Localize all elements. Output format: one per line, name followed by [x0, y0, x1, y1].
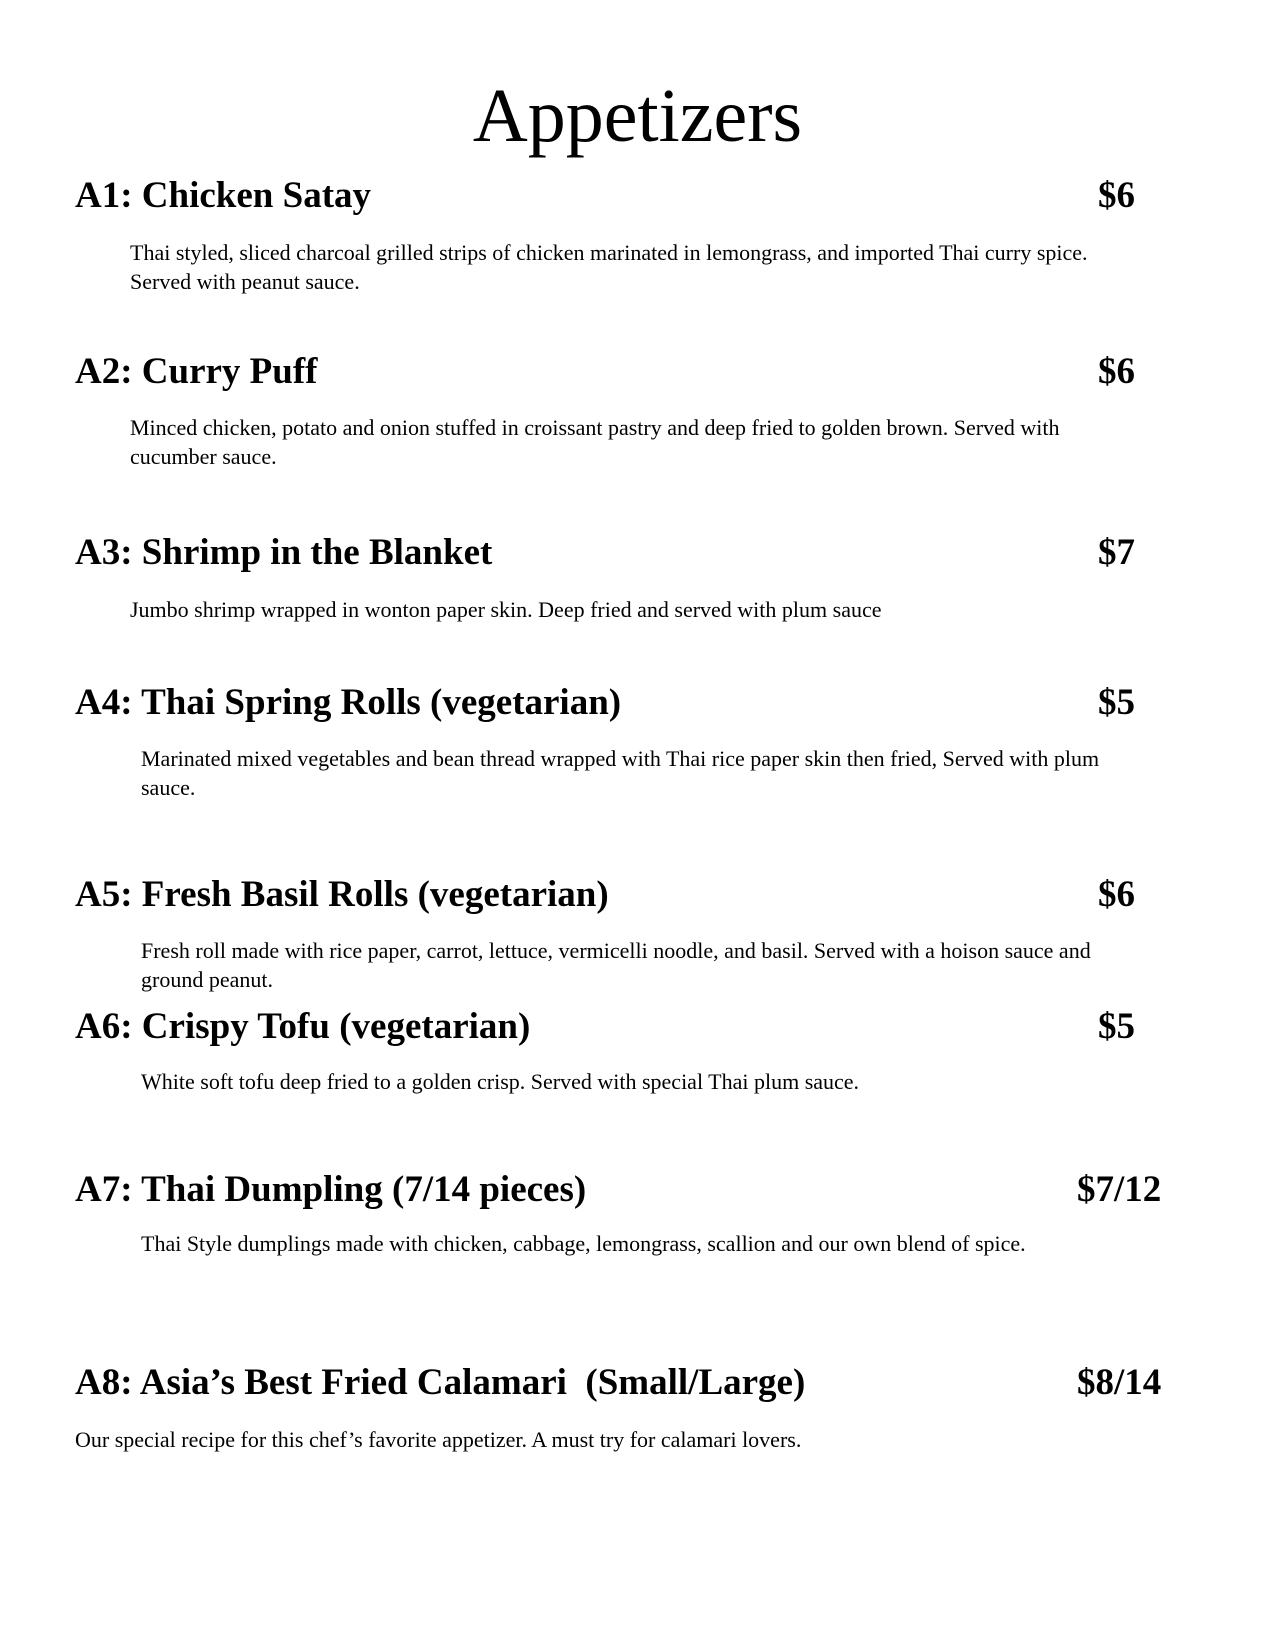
menu-item-price-a8: $8/14	[1077, 1362, 1162, 1403]
menu-item-description-a7: Thai Style dumplings made with chicken, cabbage, lemongrass, scallion and our own blend of spice.	[141, 1231, 1026, 1256]
menu-item-description-a4: Marinated mixed vegetables and bean thread wrapped with Thai rice paper skin then fried, Served with plum sauce.	[141, 746, 1100, 800]
menu-item-description-a8: Our special recipe for this chef’s favorite appetizer. A must try for calamari lovers.	[75, 1427, 802, 1452]
menu-item-name-a6: A6: Crispy Tofu (vegetarian)	[75, 1006, 531, 1047]
menu-item-price-a4: $5	[1098, 682, 1135, 723]
menu-item-name-a7: A7: Thai Dumpling (7/14 pieces)	[75, 1169, 587, 1210]
menu-item-description-a5: Fresh roll made with rice paper, carrot, lettuce, vermicelli noodle, and basil. Served with a hoison sauce and ground peanut.	[141, 938, 1091, 992]
menu-item-name-a8: A8: Asia’s Best Fried Calamari (Small/Large)	[75, 1362, 806, 1403]
menu-item-price-a5: $6	[1098, 874, 1135, 915]
menu-item-description-a2: Minced chicken, potato and onion stuffed in croissant pastry and deep fried to golden brown. Served with cucumber sauce.	[130, 415, 1060, 469]
menu-item-description-a6: White soft tofu deep fried to a golden crisp. Served with special Thai plum sauce.	[141, 1069, 860, 1094]
menu-item-price-a6: $5	[1098, 1006, 1135, 1047]
menu-item-description-a1: Thai styled, sliced charcoal grilled strips of chicken marinated in lemongrass, and imported Thai curry spice. Served with peanut sauce.	[130, 240, 1088, 294]
menu-item-price-a1: $6	[1098, 175, 1135, 216]
menu-item-price-a7: $7/12	[1077, 1169, 1162, 1210]
menu-item-description-a3: Jumbo shrimp wrapped in wonton paper skin. Deep fried and served with plum sauce	[130, 597, 882, 622]
page-title: Appetizers	[472, 74, 803, 158]
menu-item-name-a1: A1: Chicken Satay	[75, 175, 372, 216]
menu-item-name-a3: A3: Shrimp in the Blanket	[75, 532, 493, 573]
menu-item-name-a5: A5: Fresh Basil Rolls (vegetarian)	[75, 874, 609, 915]
menu-item-price-a2: $6	[1098, 351, 1135, 392]
menu-item-name-a4: A4: Thai Spring Rolls (vegetarian)	[75, 682, 622, 723]
menu-item-price-a3: $7	[1098, 532, 1135, 573]
menu-item-name-a2: A2: Curry Puff	[75, 351, 318, 392]
